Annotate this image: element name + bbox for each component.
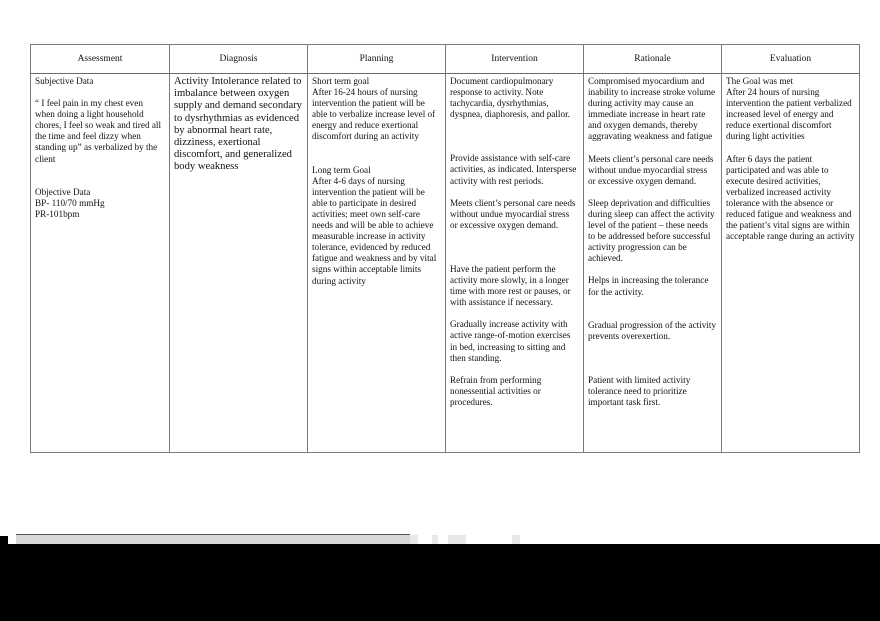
header-diagnosis: Diagnosis: [170, 45, 308, 74]
header-assessment: Assessment: [31, 45, 170, 74]
rationale-item: Gradual progression of the activity prevents overexertion.: [588, 319, 717, 341]
nursing-care-plan-table: [30, 44, 860, 453]
rationale-item: Sleep deprivation and difficulties during sleep can affect the activity level of the patient – these needs to be addressed before successful activity progression can be achieved.: [588, 197, 715, 264]
pulse-rate-value: PR-101bpm: [35, 208, 80, 219]
short-term-result: After 24 hours of nursing intervention the patient verbalized increased level of energy and reduce exertional discomfort during light activities: [726, 87, 852, 142]
strip-fragment: [432, 535, 438, 544]
strip-fragment: [410, 535, 418, 544]
header-planning: Planning: [308, 45, 446, 74]
short-term-goal-text: After 16-24 hours of nursing intervention the patient will be able to verbalize increase level of energy and reduce exertional discomfort during an activity: [312, 87, 436, 142]
black-overlay: [0, 544, 880, 621]
evaluation-cell: [722, 74, 860, 453]
intervention-item: Gradually increase activity with active range-of-motion exercises in bed, increasing to sitting and then standing.: [450, 319, 571, 363]
rationale-item: Compromised myocardium and inability to increase stroke volume during activity may cause an immediate increase in heart rate and oxygen demands, thereby aggravating weakness and fatigue: [588, 76, 716, 142]
diagnosis-cell: [170, 74, 308, 453]
rationale-item: Meets client’s personal care needs without undue myocardial stress or excessive oxygen demand.: [588, 153, 714, 186]
nursing-diagnosis-text: Activity Intolerance related to imbalance between oxygen supply and demand secondary to dysrhythmias as evidenced by abnormal heart rate, dizziness, exertional discomfort, and generalized body weakness: [174, 76, 302, 173]
header-rationale: Rationale: [584, 45, 722, 74]
goal-status: The Goal was met: [726, 76, 794, 86]
intervention-item: Provide assistance with self-care activities, as indicated. Intersperse activity with rest periods.: [450, 153, 577, 186]
rationale-item: Patient with limited activity tolerance need to prioritize important task first.: [588, 374, 691, 407]
assessment-cell: [31, 74, 170, 453]
long-term-goal-label: Long term Goal: [312, 164, 371, 175]
page-edge-marker: [0, 536, 8, 544]
blood-pressure-value: BP- 110/70 mmHg: [35, 197, 105, 208]
table-row: [31, 74, 860, 453]
planning-cell: [308, 74, 446, 453]
intervention-item: Document cardiopulmonary response to activity. Note tachycardia, dysrhythmias, dyspnea, diaphoresis, and pallor.: [450, 76, 570, 120]
table-header-row: [31, 45, 860, 74]
subjective-quote: “ I feel pain in my chest even when doing a light household chores, I feel so weak and tired all the time and feel dizzy when standing up” as verbalized by the client: [35, 98, 162, 164]
intervention-item: Meets client’s personal care needs without undue myocardial stress or excessive oxygen demand.: [450, 197, 576, 230]
header-evaluation: Evaluation: [722, 45, 860, 74]
intervention-cell: [446, 74, 584, 453]
objective-data-label: Objective Data: [35, 186, 91, 197]
short-term-goal-label: Short term goal: [312, 76, 370, 86]
subjective-data-label: Subjective Data: [35, 76, 94, 86]
rationale-item: Helps in increasing the tolerance for the activity.: [588, 275, 709, 297]
intervention-item: Refrain from performing nonessential activities or procedures.: [450, 374, 542, 407]
strip-fragment: [448, 535, 466, 544]
strip-fragment: [512, 535, 520, 544]
header-intervention: Intervention: [446, 45, 584, 74]
long-term-result: After 6 days the patient participated and was able to execute desired activities, verbalized increased activity tolerance with the absence or reduced fatigue and weakness and the patient’s vital signs are within acceptable range during an activity: [726, 153, 855, 242]
rationale-cell: [584, 74, 722, 453]
intervention-item: Have the patient perform the activity more slowly, in a longer time with more rest or pauses, or with assistance if necessary.: [450, 263, 571, 308]
long-term-goal-text: After 4-6 days of nursing intervention the patient will be able to participate in desired activities; meet own self-care needs and will be able to achieve measurable increase in activity tolerance, evidenced by reduced fatigue and weakness and by vital signs within acceptable limits during activity: [312, 175, 437, 286]
